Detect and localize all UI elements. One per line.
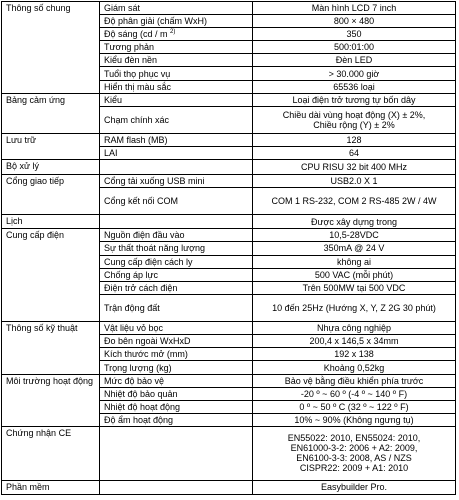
spec-label: [100, 28, 253, 41]
spec-value: 350: [253, 28, 456, 41]
spec-label: Điện trở cách điện: [100, 281, 253, 294]
spec-value: 10 đến 25Hz (Hướng X, Y, Z 2G 30 phút): [253, 294, 456, 321]
spec-value: COM 1 RS-232, COM 2 RS-485 2W / 4W: [253, 187, 456, 214]
spec-value: Chiều dài vùng hoạt động (X) ± 2%, Chiều rộng (Y) ± 2%: [253, 106, 456, 133]
spec-label: Cổng kết nối COM: [100, 187, 253, 214]
spec-label: Nhiệt độ bảo quản: [100, 387, 253, 400]
table-row: [2, 134, 456, 147]
spec-value: > 30.000 giờ: [253, 67, 456, 80]
category-technical: Thông số kỹ thuật: [2, 322, 100, 374]
table-row: [2, 426, 456, 480]
table-row: [2, 374, 456, 387]
spec-label: Hiển thị màu sắc: [100, 80, 253, 93]
spec-label: Giám sát: [100, 2, 253, 15]
spec-label: Cổng tải xuống USB mini: [100, 174, 253, 187]
spec-value: 0 º ~ 50 º C (32 º ~ 122 º F): [253, 400, 456, 413]
spec-value: Màn hình LCD 7 inch: [253, 2, 456, 15]
spec-value: -20 º ~ 60 º (-4 º ~ 140 º F): [253, 387, 456, 400]
spec-label-sup: 2): [170, 29, 176, 36]
spec-value: Đèn LED: [253, 54, 456, 67]
table-row: [2, 480, 456, 494]
spec-label: Kích thước mở (mm): [100, 348, 253, 361]
spec-label: LAI: [100, 147, 253, 160]
spec-label: Vật liệu vỏ bọc: [100, 322, 253, 335]
category-storage: Lưu trữ: [2, 134, 100, 160]
spec-label: Độ phân giải (chấm WxH): [100, 15, 253, 28]
spec-value: CPU RISU 32 bit 400 MHz: [253, 160, 456, 174]
spec-value: 128: [253, 134, 456, 147]
table-row: [2, 322, 456, 335]
spec-value: Easybuilder Pro.: [253, 480, 456, 494]
spec-label: Tuổi thọ phục vụ: [100, 67, 253, 80]
spec-value: USB2.0 X 1: [253, 174, 456, 187]
spec-label: Kiểu: [100, 93, 253, 106]
spec-table: [1, 1, 456, 495]
spec-value: Được xây dựng trong: [253, 215, 456, 229]
spec-value: Trên 500MW tại 500 VDC: [253, 281, 456, 294]
table-row: [2, 93, 456, 106]
spec-label: Chạm chính xác: [100, 106, 253, 133]
category-interfaces: Cổng giao tiếp: [2, 174, 100, 214]
spec-value: 500 VAC (mỗi phút): [253, 268, 456, 281]
spec-value: EN55022: 2010, EN55024: 2010, EN61000-3-2: 2006 + A2: 2009, EN6100-3-3: 2008, AS / NZS CISPR22: 2009 + A1: 2010: [253, 426, 456, 480]
spec-value: Bảo vệ bằng điều khiển phía trước: [253, 374, 456, 387]
category-touch-panel: Bảng cảm ứng: [2, 93, 100, 133]
spec-value: 800 × 480: [253, 15, 456, 28]
spec-label: [100, 215, 253, 229]
spec-value: không ai: [253, 255, 456, 268]
category-ce-certification: Chứng nhận CE: [2, 426, 100, 480]
spec-value: 10% ~ 90% (Không ngưng tụ): [253, 413, 456, 426]
table-row: [2, 160, 456, 174]
category-general: Thông số chung: [2, 2, 100, 94]
spec-label-text: Độ sáng (cd / m: [104, 29, 171, 40]
spec-value: 200,4 x 146,5 x 34mm: [253, 335, 456, 348]
spec-label: Đo bên ngoài WxHxD: [100, 335, 253, 348]
table-row: [2, 174, 456, 187]
spec-label: Kiểu đèn nền: [100, 54, 253, 67]
spec-label: [100, 160, 253, 174]
category-power-supply: Cung cấp điện: [2, 229, 100, 322]
spec-value: 500:01:00: [253, 41, 456, 54]
category-software: Phần mềm: [2, 480, 100, 494]
spec-value: Khoảng 0,52kg: [253, 361, 456, 374]
category-calendar: Lịch: [2, 215, 100, 229]
spec-label: Trọng lượng (kg): [100, 361, 253, 374]
spec-value: 192 x 138: [253, 348, 456, 361]
spec-label: Nhiệt độ hoạt động: [100, 400, 253, 413]
spec-label: Độ ẩm hoạt động: [100, 413, 253, 426]
spec-value: 350mA @ 24 V: [253, 242, 456, 255]
table-row: [2, 229, 456, 242]
spec-value: 10,5-28VDC: [253, 229, 456, 242]
spec-label: Sự thất thoát năng lượng: [100, 242, 253, 255]
category-environment: Môi trường hoạt động: [2, 374, 100, 426]
spec-value: 64: [253, 147, 456, 160]
spec-label: Chống áp lực: [100, 268, 253, 281]
category-processor: Bộ xử lý: [2, 160, 100, 174]
spec-label: RAM flash (MB): [100, 134, 253, 147]
spec-label: Mức độ bảo vệ: [100, 374, 253, 387]
spec-value: Nhựa công nghiệp: [253, 322, 456, 335]
spec-label: Tương phản: [100, 41, 253, 54]
spec-label: Trận động đất: [100, 294, 253, 321]
spec-label: [100, 480, 253, 494]
spec-value: 65536 loại: [253, 80, 456, 93]
spec-value: Loại điện trở tương tự bốn dây: [253, 93, 456, 106]
spec-label: [100, 426, 253, 480]
table-row: [2, 215, 456, 229]
table-row: [2, 2, 456, 15]
spec-label: Cung cấp điện cách ly: [100, 255, 253, 268]
spec-label: Nguồn điện đầu vào: [100, 229, 253, 242]
